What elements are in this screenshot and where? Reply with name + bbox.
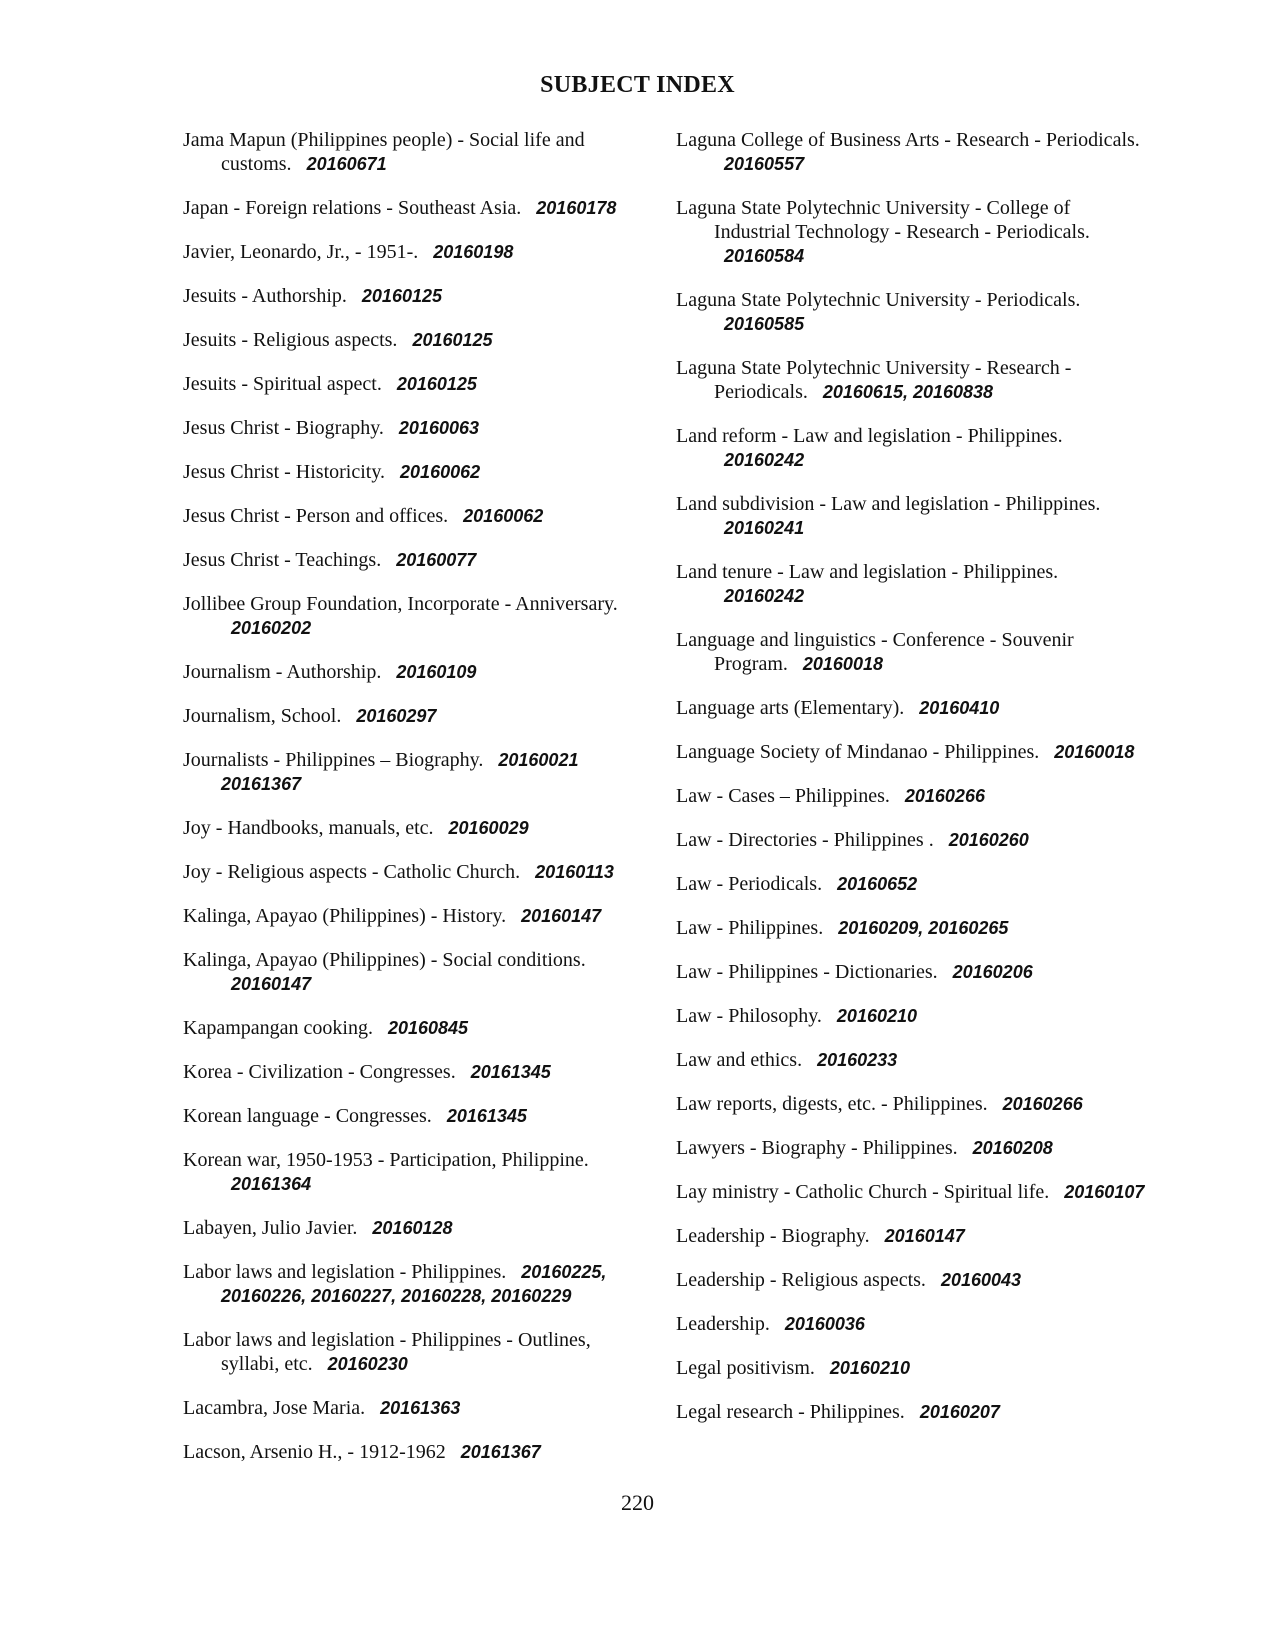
index-entry-subject: Language arts (Elementary). — [676, 697, 905, 719]
index-entry-subject: Leadership - Biography. — [676, 1225, 870, 1247]
index-entry — [183, 1148, 653, 1196]
index-entry-record-numbers: 20160242 — [724, 450, 805, 470]
index-entry-record-numbers: 20160209, 20160265 — [838, 918, 1009, 938]
index-entry-subject: Kalinga, Apayao (Philippines) - Social conditions. — [183, 949, 586, 971]
index-entry — [183, 1396, 653, 1420]
index-entry — [676, 1136, 1146, 1160]
index-entry-record-numbers: 20160584 — [724, 246, 805, 266]
index-entry — [676, 872, 1146, 896]
index-entry-record-numbers: 20160297 — [356, 706, 437, 726]
index-entry-record-numbers: 20160242 — [724, 586, 805, 606]
index-entry-subject: Lacambra, Jose Maria. — [183, 1397, 366, 1419]
index-entry — [676, 916, 1146, 940]
index-entry — [676, 492, 1146, 540]
index-entry-record-numbers: 20160266 — [904, 786, 985, 806]
index-entry — [183, 460, 653, 484]
index-entry-record-numbers: 20160210 — [829, 1358, 910, 1378]
index-entry — [676, 1180, 1146, 1204]
index-entry-record-numbers: 20160233 — [817, 1050, 898, 1070]
index-entry — [183, 660, 653, 684]
index-entry-record-numbers: 20160062 — [400, 462, 481, 482]
index-entry-subject: Jama Mapun (Philippines people) - Social life and customs. — [183, 129, 585, 175]
index-column-right — [676, 128, 1146, 1444]
index-entry — [183, 1104, 653, 1128]
index-entry — [183, 860, 653, 884]
index-entry — [676, 1312, 1146, 1336]
index-entry-subject: Jollibee Group Foundation, Incorporate - Anniversary. — [183, 593, 618, 615]
index-entry — [676, 1356, 1146, 1380]
index-entry-subject: Japan - Foreign relations - Southeast Asia. — [183, 197, 522, 219]
index-entry-subject: Laguna College of Business Arts - Research - Periodicals. — [676, 129, 1140, 151]
index-entry-record-numbers: 20160125 — [361, 286, 442, 306]
index-entry-subject: Law and ethics. — [676, 1049, 803, 1071]
index-entry-record-numbers: 20160585 — [724, 314, 805, 334]
index-entry — [183, 128, 653, 176]
index-entry-record-numbers: 20160260 — [948, 830, 1029, 850]
index-entry-record-numbers: 20161363 — [380, 1398, 461, 1418]
index-entry — [183, 372, 653, 396]
index-entry-record-numbers: 20160018 — [802, 654, 883, 674]
index-entry-subject: Jesus Christ - Biography. — [183, 417, 384, 439]
index-entry-subject: Javier, Leonardo, Jr., - 1951-. — [183, 241, 419, 263]
index-entry-subject: Law - Philippines. — [676, 917, 824, 939]
index-entry — [676, 740, 1146, 764]
index-entry-record-numbers: 20160410 — [919, 698, 1000, 718]
index-entry — [676, 1224, 1146, 1248]
index-entry — [676, 828, 1146, 852]
index-entry-subject: Law - Cases – Philippines. — [676, 785, 890, 807]
index-entry-record-numbers: 20160206 — [952, 962, 1033, 982]
index-entry-subject: Leadership. — [676, 1313, 770, 1335]
index-column-left — [183, 128, 653, 1484]
index-entry-subject: Jesus Christ - Person and offices. — [183, 505, 449, 527]
index-entry — [183, 816, 653, 840]
index-entry-subject: Laguna State Polytechnic University - College of Industrial Technology - Research - Periodicals. — [676, 197, 1090, 243]
index-entry — [183, 548, 653, 572]
page-number: 220 — [621, 1490, 654, 1515]
index-entry — [183, 1060, 653, 1084]
index-entry — [183, 748, 653, 796]
index-entry-record-numbers: 20160202 — [231, 618, 312, 638]
index-entry-record-numbers: 20160043 — [940, 1270, 1022, 1290]
index-entry — [183, 1440, 653, 1464]
index-entry-record-numbers: 20160125 — [396, 374, 477, 394]
index-entry — [183, 240, 653, 264]
index-entry-record-numbers: 20160207 — [919, 1402, 1000, 1422]
index-entry-subject: Kalinga, Apayao (Philippines) - History. — [183, 905, 507, 927]
index-entry-subject: Land subdivision - Law and legislation - Philippines. — [676, 493, 1101, 515]
index-entry-subject: Korean war, 1950-1953 - Participation, Philippine. — [183, 1149, 589, 1171]
index-entry-record-numbers: 20160036 — [784, 1314, 865, 1334]
index-entry — [676, 424, 1146, 472]
index-entry-record-numbers: 20160147 — [884, 1226, 965, 1246]
index-entry-subject: Law - Directories - Philippines . — [676, 829, 934, 851]
index-entry-subject: Jesuits - Religious aspects. — [183, 329, 398, 351]
index-entry-record-numbers: 20160113 — [535, 862, 614, 882]
index-entry-subject: Labor laws and legislation - Philippines - Outlines, syllabi, etc. — [183, 1329, 591, 1375]
index-entry — [183, 1216, 653, 1240]
page-title: SUBJECT INDEX — [540, 72, 735, 98]
index-entry — [183, 592, 653, 640]
index-entry-record-numbers: 20160021 20161367 — [221, 750, 579, 794]
index-entry-record-numbers: 20160615, 20160838 — [822, 382, 994, 402]
index-entry-subject: Laguna State Polytechnic University - Periodicals. — [676, 289, 1081, 311]
index-entry-record-numbers: 20160198 — [433, 242, 514, 262]
index-entry-record-numbers: 20160241 — [724, 518, 805, 538]
index-entry-subject: Land tenure - Law and legislation - Philippines. — [676, 561, 1059, 583]
index-entry-subject: Law - Philosophy. — [676, 1005, 822, 1027]
index-entry-subject: Labor laws and legislation - Philippines. — [183, 1261, 507, 1283]
index-entry-subject: Language and linguistics - Conference - Souvenir Program. — [676, 629, 1074, 675]
index-entry-record-numbers: 20160208 — [972, 1138, 1053, 1158]
index-entry-record-numbers: 20161367 — [460, 1442, 541, 1462]
index-entry — [676, 696, 1146, 720]
index-entry — [183, 416, 653, 440]
index-entry-record-numbers: 20161345 — [446, 1106, 527, 1126]
index-entry-record-numbers: 20160557 — [724, 154, 805, 174]
index-entry-subject: Journalists - Philippines – Biography. — [183, 749, 484, 771]
index-entry-subject: Legal positivism. — [676, 1357, 815, 1379]
index-entry-record-numbers: 20160147 — [521, 906, 602, 926]
index-entry — [676, 1092, 1146, 1116]
index-entry — [183, 1016, 653, 1040]
index-entry-subject: Law - Periodicals. — [676, 873, 823, 895]
index-entry — [183, 948, 653, 996]
index-entry — [183, 196, 653, 220]
index-entry — [676, 784, 1146, 808]
index-entry — [183, 904, 653, 928]
index-entry-subject: Language Society of Mindanao - Philippines. — [676, 741, 1040, 763]
index-entry-subject: Lacson, Arsenio H., - 1912-1962 — [183, 1441, 446, 1463]
index-entry — [183, 284, 653, 308]
index-entry-subject: Journalism - Authorship. — [183, 661, 382, 683]
index-entry — [676, 1048, 1146, 1072]
index-entry-record-numbers: 20160063 — [398, 418, 480, 438]
index-entry — [676, 1268, 1146, 1292]
index-entry — [183, 328, 653, 352]
index-entry-record-numbers: 20160210 — [836, 1006, 918, 1026]
index-entry-record-numbers: 20160062 — [463, 506, 544, 526]
index-entry-subject: Jesus Christ - Teachings. — [183, 549, 382, 571]
index-entry-subject: Lawyers - Biography - Philippines. — [676, 1137, 958, 1159]
index-entry — [676, 628, 1146, 676]
index-entry — [183, 1260, 653, 1308]
index-entry-subject: Lay ministry - Catholic Church - Spiritual life. — [676, 1181, 1050, 1203]
index-entry-record-numbers: 20160125 — [412, 330, 493, 350]
index-entry-record-numbers: 20160077 — [396, 550, 477, 570]
index-entry-record-numbers: 20160147 — [231, 974, 312, 994]
index-entry-record-numbers: 20161364 — [231, 1174, 312, 1194]
index-entry-subject: Law reports, digests, etc. - Philippines. — [676, 1093, 988, 1115]
index-entry-subject: Leadership - Religious aspects. — [676, 1269, 926, 1291]
index-entry — [676, 960, 1146, 984]
index-entry-subject: Jesuits - Spiritual aspect. — [183, 373, 382, 395]
index-entry-record-numbers: 20160225, 20160226, 20160227, 20160228, 20160229 — [221, 1262, 607, 1306]
index-entry-record-numbers: 20161345 — [470, 1062, 551, 1082]
index-entry — [676, 196, 1146, 268]
index-entry-subject: Legal research - Philippines. — [676, 1401, 905, 1423]
index-entry — [676, 356, 1146, 404]
index-entry-record-numbers: 20160109 — [396, 662, 477, 682]
index-entry-record-numbers: 20160845 — [387, 1018, 469, 1038]
index-entry-subject: Joy - Handbooks, manuals, etc. — [183, 817, 434, 839]
index-entry-subject: Journalism, School. — [183, 705, 342, 727]
index-entry-record-numbers: 20160128 — [372, 1218, 453, 1238]
index-entry-record-numbers: 20160018 — [1054, 742, 1135, 762]
index-entry-subject: Korea - Civilization - Congresses. — [183, 1061, 456, 1083]
index-entry — [676, 128, 1146, 176]
index-entry — [676, 288, 1146, 336]
index-entry-record-numbers: 20160107 — [1064, 1182, 1145, 1202]
index-entry-record-numbers: 20160178 — [536, 198, 617, 218]
index-entry — [676, 560, 1146, 608]
index-entry-subject: Labayen, Julio Javier. — [183, 1217, 358, 1239]
index-entry-record-numbers: 20160029 — [448, 818, 529, 838]
index-entry-record-numbers: 20160671 — [306, 154, 387, 174]
index-entry-subject: Joy - Religious aspects - Catholic Church. — [183, 861, 521, 883]
index-entry-subject: Kapampangan cooking. — [183, 1017, 373, 1039]
index-entry-subject: Jesus Christ - Historicity. — [183, 461, 386, 483]
index-entry-subject: Land reform - Law and legislation - Philippines. — [676, 425, 1063, 447]
index-entry — [676, 1004, 1146, 1028]
index-entry-record-numbers: 20160266 — [1002, 1094, 1083, 1114]
index-entry — [183, 504, 653, 528]
index-entry — [183, 704, 653, 728]
index-entry-subject: Korean language - Congresses. — [183, 1105, 432, 1127]
index-entry — [676, 1400, 1146, 1424]
index-entry-record-numbers: 20160652 — [837, 874, 918, 894]
index-entry-record-numbers: 20160230 — [327, 1354, 408, 1374]
index-entry — [183, 1328, 653, 1376]
index-entry-subject: Laguna State Polytechnic University - Research - Periodicals. — [676, 357, 1072, 403]
index-entry-subject: Jesuits - Authorship. — [183, 285, 347, 307]
index-entry-subject: Law - Philippines - Dictionaries. — [676, 961, 938, 983]
